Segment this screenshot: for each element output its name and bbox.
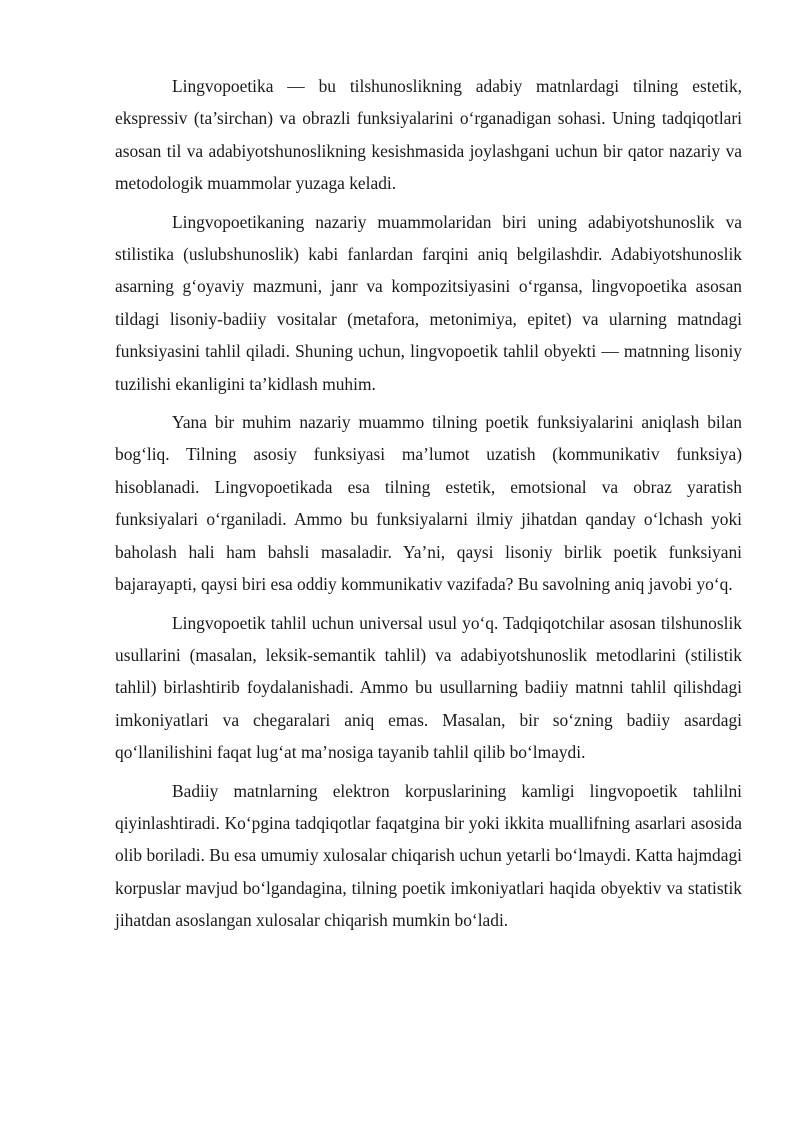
paragraph-2: Lingvopoetikaning nazariy muammolaridan biri uning adabiyotshunoslik va stilistika (uslubshunoslik) kabi fanlardan farqini aniq belgilashdir. Adabiyotshunoslik asarning g‘oyaviy mazmuni, janr va kompozitsiyasini o‘rgansa, lingvopoetika asosan tildagi lisoniy-badiiy vositalar (metafora, metonimiya, epitet) va ularning matndagi funksiyasini tahlil qiladi. Shuning uchun, lingvopoetik tahlil obyekti — matnning lisoniy tuzilishi ekanligini ta’kidlash muhim. xyxy=(115,211,742,394)
paragraph-4: Lingvopoetik tahlil uchun universal usul yo‘q. Tadqiqotchilar asosan tilshunoslik usullarini (masalan, leksik-semantik tahlil) va adabiyotshunoslik metodlarini (stilistik tahlil) birlashtirib foydalanishadi. Ammo bu usullarning badiiy matnni tahlil qilishdagi imkoniyatlari va chegaralari aniq emas. Masalan, bir so‘zning badiiy asardagi qo‘llanilishini faqat lug‘at ma’nosiga tayanib tahlil qilib bo‘lmaydi. xyxy=(115,612,742,763)
document-page xyxy=(115,70,742,943)
paragraph-5: Badiiy matnlarning elektron korpuslarining kamligi lingvopoetik tahlilni qiyinlashtiradi. Ko‘pgina tadqiqotlar faqatgina bir yoki ikkita muallifning asarlari asosida olib boriladi. Bu esa umumiy xulosalar chiqarish uchun yetarli bo‘lmaydi. Katta hajmdagi korpuslar mavjud bo‘lgandagina, tilning poetik imkoniyatlari haqida obyektiv va statistik jihatdan asoslangan xulosalar chiqarish mumkin bo‘ladi. xyxy=(115,780,742,931)
paragraph-1: Lingvopoetika — bu tilshunoslikning adabiy matnlardagi tilning estetik, ekspressiv (ta’sirchan) va obrazli funksiyalarini o‘rganadigan sohasi. Uning tadqiqotlari asosan til va adabiyotshunoslikning kesishmasida joylashgani uchun bir qator nazariy va metodologik muammolar yuzaga keladi. xyxy=(115,76,742,194)
paragraph-3: Yana bir muhim nazariy muammo tilning poetik funksiyalarini aniqlash bilan bog‘liq. Tilning asosiy funksiyasi ma’lumot uzatish (kommunikativ funksiya) hisoblanadi. Lingvopoetikada esa tilning estetik, emotsional va obraz yaratish funksiyalari o‘rganiladi. Ammo bu funksiyalarni ilmiy jihatdan qanday o‘lchash yoki baholash hali ham bahsli masaladir. Ya’ni, qaysi lisoniy birlik poetik funksiyani bajarayapti, qaysi biri esa oddiy kommunikativ vazifada? Bu savolning aniq javobi yo‘q. xyxy=(115,412,742,595)
